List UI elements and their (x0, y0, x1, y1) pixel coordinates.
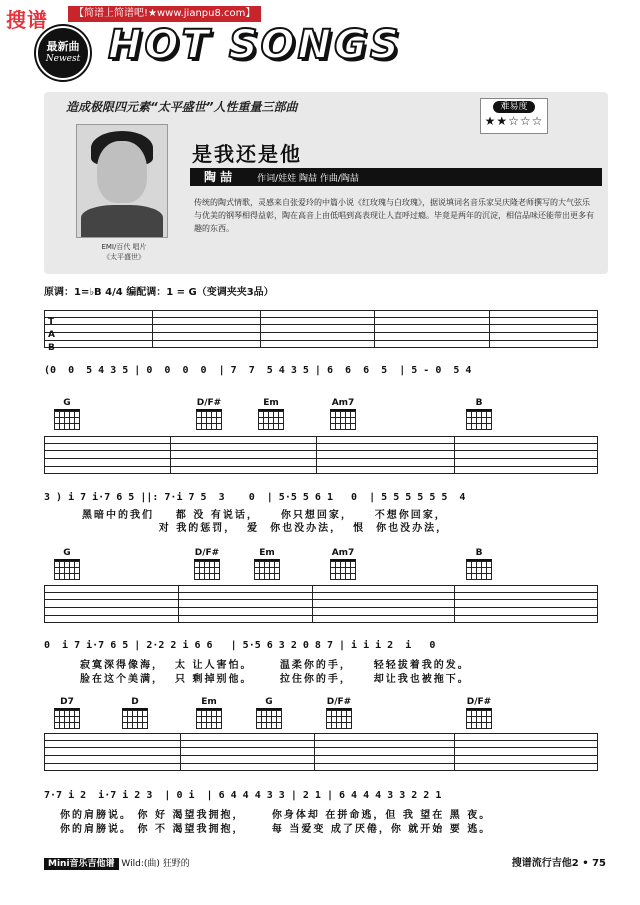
page-number: 搜谱流行吉他2 • 75 (511, 858, 606, 869)
song-description: 传统的陶式情歌，灵感来自张爱玲的中篇小说《红玫瑰与白玫瑰》，据说填词名音乐家吴庆隆老师撰写的大气弦乐与优美的钢琴相得益彰，陶在高音上由低唱到高表现让人直呼过瘾。毕竟是两年的沉淀，相信品味还能带出更多有趣的东西。 (194, 198, 594, 233)
credits-text: 作词/娃娃 陶喆 作曲/陶喆 (257, 174, 359, 184)
photo-caption-line2: 《太平盛世》 (103, 253, 145, 261)
number-line-row3: 7·7 i 2 i·7 i 2 3 | 0 i | 6 4 4 4 3 3 | 2 1 | 6 4 4 4 3 3 2 2 1 (44, 790, 442, 801)
footer-tag: Mini音乐吉他谱 (44, 858, 119, 870)
chord-diagram: Am7 (330, 548, 356, 580)
number-line-row1: 3 ) i 7 i·7 6 5 ||: 7·i 7 5 3 0 | 5·5 5 6 1 0 | 5 5 5 5 5 5 4 (44, 492, 466, 503)
artist-photo (76, 124, 168, 238)
lyrics-row2-verse1: 寂寞深得像海， 太 让人害怕。 温柔你的手， 轻轻拔着我的发。 (80, 660, 470, 671)
photo-caption-line1: EMI/百代 唱片 (101, 243, 147, 251)
artist-name: 陶 喆 (204, 170, 233, 184)
album-title: 造成极限四元素“太平盛世”人性重量三部曲 (66, 100, 298, 114)
chord-diagram: D/F# (326, 697, 352, 729)
chord-diagram: G (54, 398, 80, 430)
difficulty-box (480, 98, 548, 134)
lyrics-row2-verse2: 脸在这个美满， 只 剩掉别他。 拉住你的手， 却让我也被拖下。 (80, 674, 470, 685)
tab-clef: T A B (48, 317, 55, 353)
chord-diagram: Em (196, 697, 222, 729)
chord-diagram: D/F# (194, 548, 220, 580)
photo-face (97, 141, 147, 203)
number-line-row2: 0 i 7 i·7 6 5 | 2·2 2 i 6 6 | 5·5 6 3 2 0 8 7 | i i i 2 i 0 (44, 640, 436, 651)
lyrics-row3-verse2: 你的肩膀说。 你 不 渴望我拥抱， 每 当爱变 成了厌倦，你 就开始 要 逃。 (60, 824, 492, 835)
tab-staff-row1 (44, 436, 598, 474)
newest-badge (36, 26, 90, 80)
lyrics-row3-verse1: 你的肩膀说。 你 好 渴望我拥抱， 你身体却 在拼命逃，但 我 望在 黑 夜。 (60, 810, 492, 821)
key-signature-line: 原调：1=♭B 4/4 编配调：1 = G（变调夹夹3品） (44, 287, 274, 298)
tab-staff-row3 (44, 733, 598, 771)
chord-diagram: D (122, 697, 148, 729)
photo-shoulder (81, 205, 163, 237)
chord-diagram: Em (254, 548, 280, 580)
footer-left (44, 856, 190, 869)
difficulty-stars: ★★☆☆☆ (484, 114, 544, 128)
chord-diagram: G (256, 697, 282, 729)
badge-line1: 最新曲 (46, 40, 80, 53)
lyrics-row1-verse2: 对 我的惩罚， 爱 你也没办法， 恨 你也没办法， (82, 523, 449, 534)
tab-staff-row2 (44, 585, 598, 623)
song-title: 是我还是他 (192, 142, 302, 166)
chord-diagram: D7 (54, 697, 80, 729)
footer-left-text: Wild:(曲) 狂野的 (121, 859, 190, 869)
song-info-panel (44, 92, 608, 274)
site-logo-text: 搜谱 (6, 8, 48, 32)
section-title: HOT SONGS (108, 22, 402, 68)
site-banner[interactable]: 【简谱上简谱吧!★www.jianpu8.com】 (68, 6, 261, 22)
chord-diagram: D/F# (466, 697, 492, 729)
lyrics-row1-verse1: 黑暗中的我们 都 没 有说话， 你只想回家， 不想你回家， (82, 510, 447, 521)
credits-bar (190, 168, 602, 186)
difficulty-label: 难易度 (493, 101, 535, 113)
chord-diagram: B (466, 548, 492, 580)
intro-number-line: (0 0 5 4 3 5 | 0 0 0 0 | 7 7 5 4 3 5 | 6 6 6 5 | 5 - 0 5 4 (44, 365, 472, 376)
chord-diagram: Am7 (330, 398, 356, 430)
chord-diagram: Em (258, 398, 284, 430)
chord-diagram: G (54, 548, 80, 580)
chord-diagram: D/F# (196, 398, 222, 430)
badge-line2: Newest (45, 54, 81, 64)
intro-tab-staff (44, 310, 598, 353)
photo-caption (84, 242, 164, 262)
chord-diagram: B (466, 398, 492, 430)
